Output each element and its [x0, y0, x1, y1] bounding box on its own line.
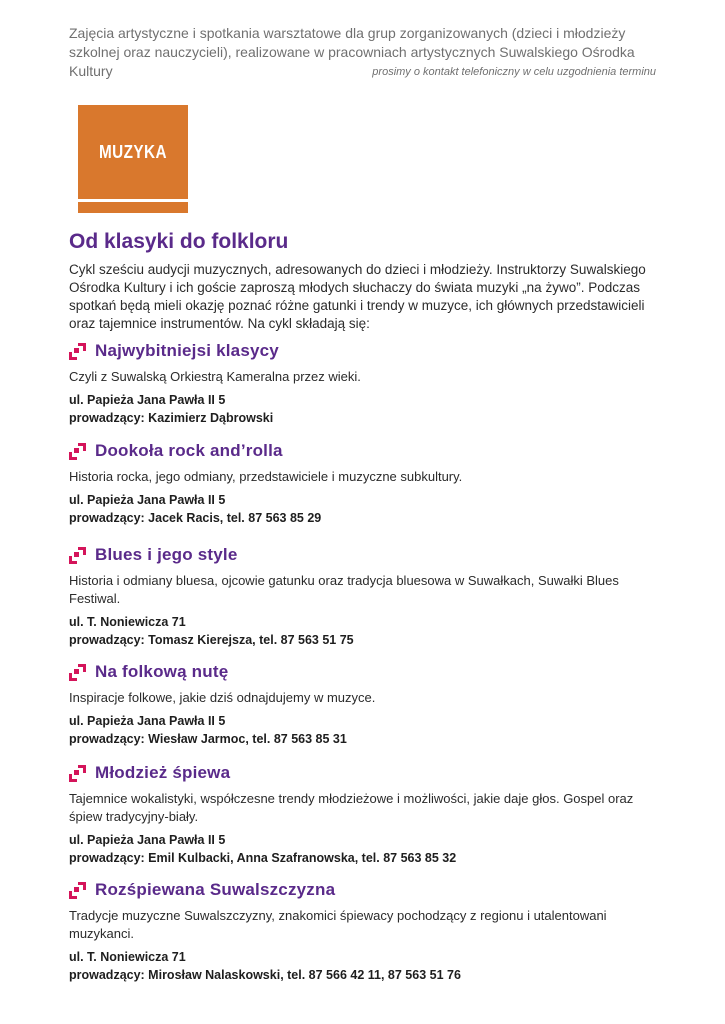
section-dookola-rock-and-rolla [69, 440, 664, 527]
section-description: Tradycje muzyczne Suwalszczyzny, znakomici śpiewacy pochodzący z regionu i utalentowani muzykanci. [69, 908, 607, 941]
section-heading [69, 440, 664, 462]
section-heading [69, 661, 664, 683]
section-heading [69, 340, 664, 362]
page-title: Od klasyki do folkloru [69, 230, 289, 253]
section-leader: prowadzący: Jacek Racis, tel. 87 563 85 29 [69, 511, 322, 525]
category-label: MUZYKA [99, 141, 167, 162]
section-description: Historia i odmiany bluesa, ojcowie gatunku oraz tradycja bluesowa w Suwałkach, Suwałki Blues Festiwal. [69, 573, 619, 606]
category-tile [78, 105, 188, 199]
corner-bullet-icon [69, 882, 86, 899]
section-rozspiewana-suwalszczyzna [69, 879, 664, 984]
section-address: ul. T. Noniewicza 71 [69, 950, 186, 964]
section-address: ul. Papieża Jana Pawła II 5 [69, 393, 226, 407]
section-title: Dookoła rock and’rolla [95, 441, 283, 460]
section-na-folkowa-nute [69, 661, 664, 748]
section-heading [69, 544, 664, 566]
corner-bullet-icon [69, 343, 86, 360]
section-leader: prowadzący: Mirosław Nalaskowski, tel. 87 566 42 11, 87 563 51 76 [69, 968, 461, 982]
corner-bullet-icon [69, 765, 86, 782]
section-description: Inspiracje folkowe, jakie dziś odnajdujemy w muzyce. [69, 690, 376, 705]
section-heading [69, 879, 664, 901]
section-leader: prowadzący: Emil Kulbacki, Anna Szafranowska, tel. 87 563 85 32 [69, 851, 457, 865]
corner-bullet-icon [69, 443, 86, 460]
section-title: Rozśpiewana Suwalszczyzna [95, 880, 336, 899]
section-address: ul. Papieża Jana Pawła II 5 [69, 714, 226, 728]
section-leader: prowadzący: Kazimierz Dąbrowski [69, 411, 274, 425]
page-description: Cykl sześciu audycji muzycznych, adresowanych do dzieci i młodzieży. Instruktorzy Suwalskiego Ośrodka Kultury i ich goście zaproszą młodych słuchaczy do świata muzyki „na żywo”. Podczas spotkań będą mieli okazję poznać różne gatunki i trendy w muzyce, ich głównych przedstawicieli oraz tajemnice instrumentów. Na cykl składają się: [69, 262, 646, 331]
section-address: ul. T. Noniewicza 71 [69, 615, 186, 629]
corner-bullet-icon [69, 664, 86, 681]
section-leader: prowadzący: Tomasz Kierejsza, tel. 87 563 51 75 [69, 633, 354, 647]
section-najwybitniejsi-klasycy [69, 340, 664, 427]
category-underline [78, 202, 188, 213]
corner-bullet-icon [69, 547, 86, 564]
section-mlodziez-spiewa [69, 762, 664, 867]
section-title: Blues i jego style [95, 545, 238, 564]
section-address: ul. Papieża Jana Pawła II 5 [69, 833, 226, 847]
section-heading [69, 762, 664, 784]
section-blues-i-jego-style [69, 544, 664, 649]
section-address: ul. Papieża Jana Pawła II 5 [69, 493, 226, 507]
section-description: Tajemnice wokalistyki, współczesne trendy młodzieżowe i możliwości, jakie daje głos. Gospel oraz śpiew tradycyjny-biały. [69, 791, 634, 824]
section-title: Najwybitniejsi klasycy [95, 341, 279, 360]
header-note: prosimy o kontakt telefoniczny w celu uzgodnienia terminu [372, 66, 656, 78]
section-title: Na folkową nutę [95, 662, 229, 681]
section-description: Czyli z Suwalską Orkiestrą Kameralna przez wieki. [69, 369, 361, 384]
section-title: Młodzież śpiewa [95, 763, 231, 782]
section-leader: prowadzący: Wiesław Jarmoc, tel. 87 563 85 31 [69, 732, 347, 746]
section-description: Historia rocka, jego odmiany, przedstawiciele i muzyczne subkultury. [69, 469, 463, 484]
header-intro: Zajęcia artystyczne i spotkania warsztatowe dla grup zorganizowanych (dzieci i młodzieży szkolnej oraz nauczycieli), realizowane w pracowniach artystycznych Suwalskiego Ośrodka Kultury [69, 25, 635, 79]
